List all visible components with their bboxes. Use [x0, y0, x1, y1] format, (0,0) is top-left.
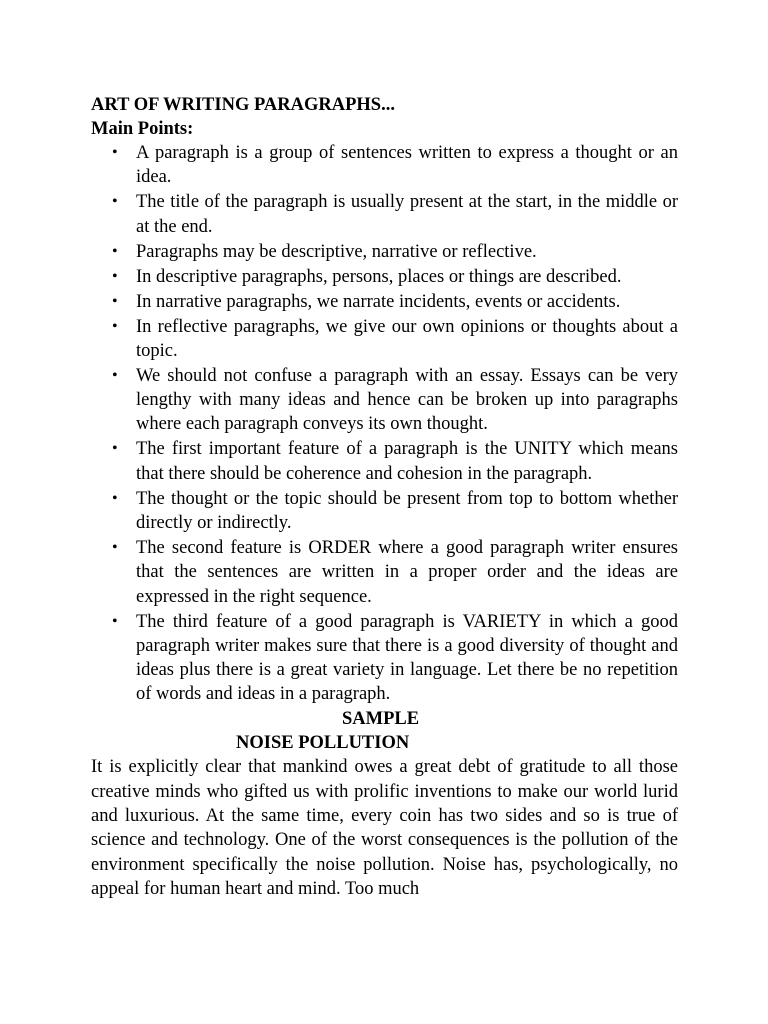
list-item-text: Paragraphs may be descriptive, narrative or reflective.	[136, 241, 537, 262]
list-item	[112, 610, 678, 707]
bullet-icon: •	[112, 366, 118, 384]
main-points-heading: Main Points:	[91, 119, 194, 139]
list-item	[112, 437, 678, 486]
bullet-icon: •	[112, 292, 118, 310]
main-points-list	[91, 141, 678, 707]
list-item-text: The title of the paragraph is usually present at the start, in the middle or at the end.	[136, 192, 678, 237]
bullet-icon: •	[112, 440, 118, 458]
document-page	[91, 93, 678, 901]
list-item	[112, 141, 678, 190]
bullet-icon: •	[112, 317, 118, 335]
list-item-text: In descriptive paragraphs, persons, places or things are described.	[136, 266, 622, 287]
list-item-text: A paragraph is a group of sentences written to express a thought or an idea.	[136, 143, 678, 188]
bullet-icon: •	[112, 612, 118, 630]
list-item	[112, 315, 678, 364]
document-title: ART OF WRITING PARAGRAPHS...	[91, 95, 395, 115]
bullet-icon: •	[112, 538, 118, 556]
list-item-text: The third feature of a good paragraph is VARIETY in which a good paragraph writer makes sure that there is a good diversity of thought and ideas plus there is a great variety in language. Let there be no repetition of words and ideas in a paragraph.	[136, 611, 678, 705]
list-item	[112, 536, 678, 609]
list-item	[112, 240, 678, 264]
list-item	[112, 364, 678, 437]
list-item	[112, 290, 678, 314]
bullet-icon: •	[112, 242, 118, 260]
list-item-text: The thought or the topic should be present from top to bottom whether directly or indirectly.	[136, 488, 678, 533]
bullet-icon: •	[112, 144, 118, 161]
bullet-icon: •	[112, 489, 118, 507]
list-item-text: The first important feature of a paragraph is the UNITY which means that there should be coherence and cohesion in the paragraph.	[136, 439, 678, 484]
list-item	[112, 487, 678, 536]
list-item	[112, 190, 678, 239]
sample-heading: SAMPLE	[342, 709, 420, 730]
list-item	[112, 265, 678, 289]
list-item-text: In narrative paragraphs, we narrate incidents, events or accidents.	[136, 291, 621, 312]
list-item-text: The second feature is ORDER where a good paragraph writer ensures that the sentences are written in a proper order and the ideas are expressed in the right sequence.	[136, 537, 678, 607]
essay-title: NOISE POLLUTION	[236, 733, 410, 754]
essay-body: It is explicitly clear that mankind owes a great debt of gratitude to all those creative minds who gifted us with prolific inventions to make our world lurid and luxurious. At the same time, every coin has two sides and so is true of science and technology. One of the worst consequences is the pollution of the environment specifically the noise pollution. Noise has, psychologically, no appeal for human heart and mind. Too much	[91, 757, 678, 899]
bullet-icon: •	[112, 193, 118, 211]
list-item-text: In reflective paragraphs, we give our own opinions or thoughts about a topic.	[136, 316, 678, 361]
list-item-text: We should not confuse a paragraph with an essay. Essays can be very lengthy with many ideas and hence can be broken up into paragraphs where each paragraph conveys its own thought.	[136, 365, 678, 435]
bullet-icon: •	[112, 267, 118, 285]
